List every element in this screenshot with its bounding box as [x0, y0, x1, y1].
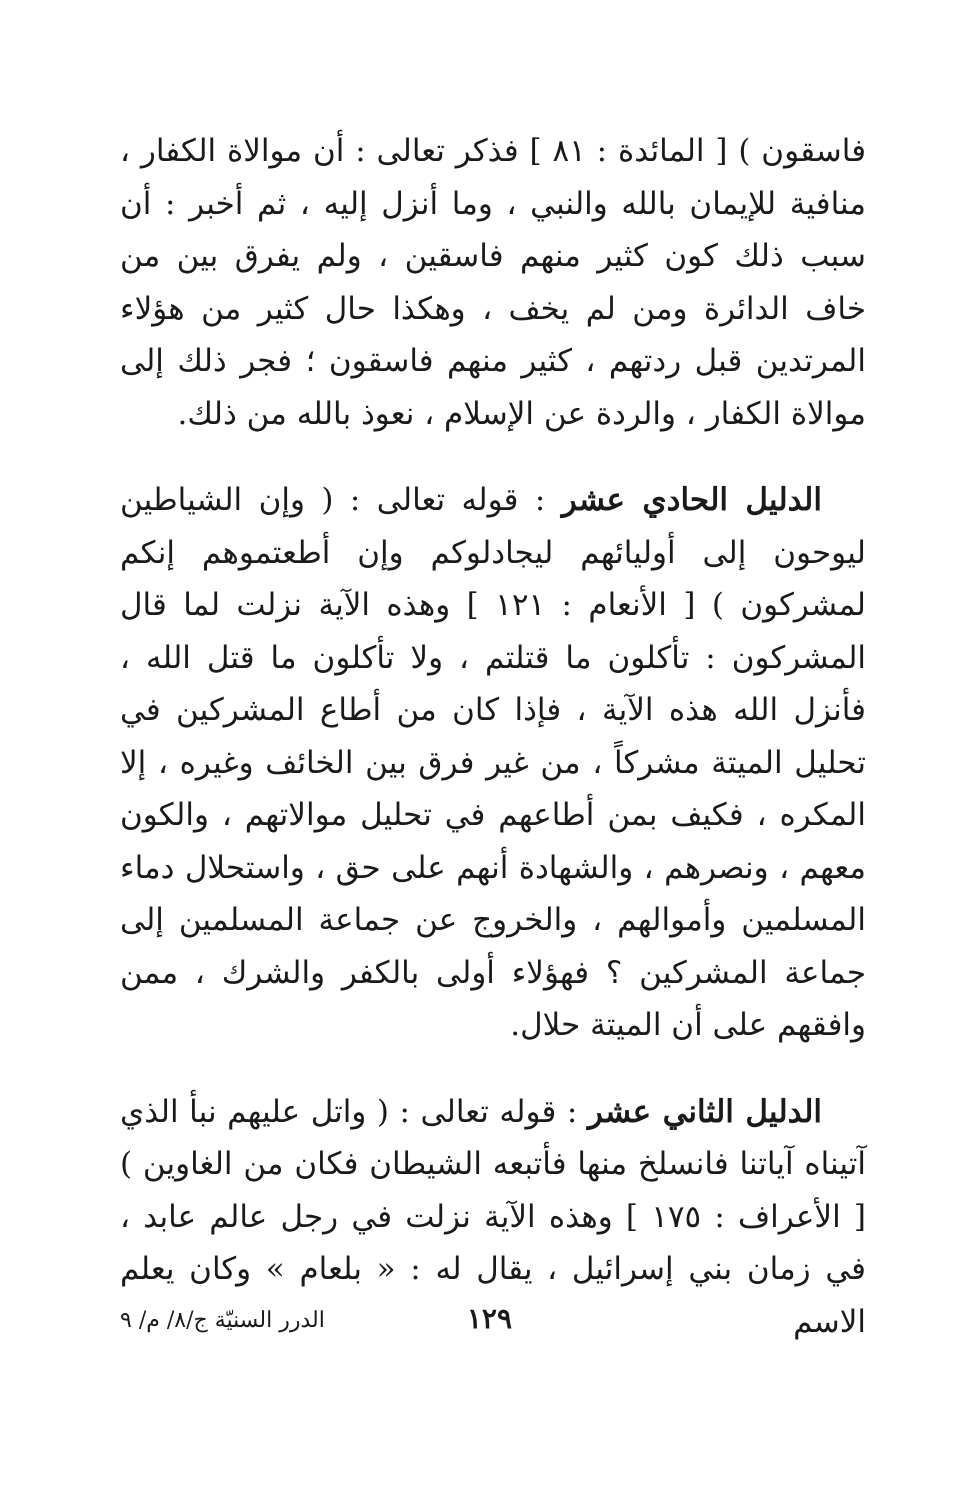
paragraph-text: فاسقون ) [ المائدة : ٨١ ] فذكر تعالى : أن موالاة الكفار ، منافية للإيمان بالله والنبي ، وما أنزل إليه ، ثم أخبر : أن سبب ذلك كون كثير منهم فاسقين ، ولم يفرق بين من خاف الدائرة ومن لم يخف ، وهكذا حال كثير من هؤلاء المرتدين قبل ردتهم ، كثير منهم فاسقون ؛ فجر ذلك إلى موالاة الكفار ، والردة عن الإسلام ، نعوذ بالله من ذلك.	[120, 133, 867, 432]
paragraph-evidence-eleven	[120, 474, 866, 1052]
page-body	[120, 125, 866, 1348]
page-number: ١٢٩	[466, 1302, 512, 1335]
page-footer	[120, 1302, 866, 1342]
paragraph-continuation	[120, 125, 866, 440]
paragraph-gap	[120, 1052, 866, 1086]
paragraph-text: : قوله تعالى : ( وإن الشياطين ليوحون إلى أوليائهم ليجادلوكم وإن أطعتموهم إنكم لمشركون ) [ الأنعام : ١٢١ ] وهذه الآية نزلت لما قال المشركون : تأكلون ما قتلتم ، ولا تأكلون ما قتل الله ، فأنزل الله هذه الآية ، فإذا كان من أطاع المشركين في تحليل الميتة مشركاً ، من غير فرق بين الخائف وغيره ، إلا المكره ، فكيف بمن أطاعهم في تحليل موالاتهم ، والكون معهم ، ونصرهم ، والشهادة أنهم على حق ، واستحلال دماء المسلمين وأموالهم ، والخروج عن جماعة المسلمين إلى جماعة المشركين ؟ فهؤلاء أولى بالكفر والشرك ، ممن وافقهم على أن الميتة حلال.	[120, 482, 866, 1043]
section-heading: الدليل الحادي عشر	[561, 482, 822, 518]
paragraph-gap	[120, 440, 866, 474]
paragraph-text: : قوله تعالى : ( واتل عليهم نبأ الذي آتيناه آياتنا فانسلخ منها فأتبعه الشيطان فكان من الغاوين ) [ الأعراف : ١٧٥ ] وهذه الآية نزلت في رجل عالم عابد ، في زمان بني إسرائيل ، يقال له : « بلعام » وكان يعلم الاسم	[120, 1093, 866, 1340]
source-reference: الدرر السنيّة ج/٨/ م/ ٩	[120, 1308, 325, 1333]
section-heading: الدليل الثاني عشر	[587, 1093, 822, 1130]
